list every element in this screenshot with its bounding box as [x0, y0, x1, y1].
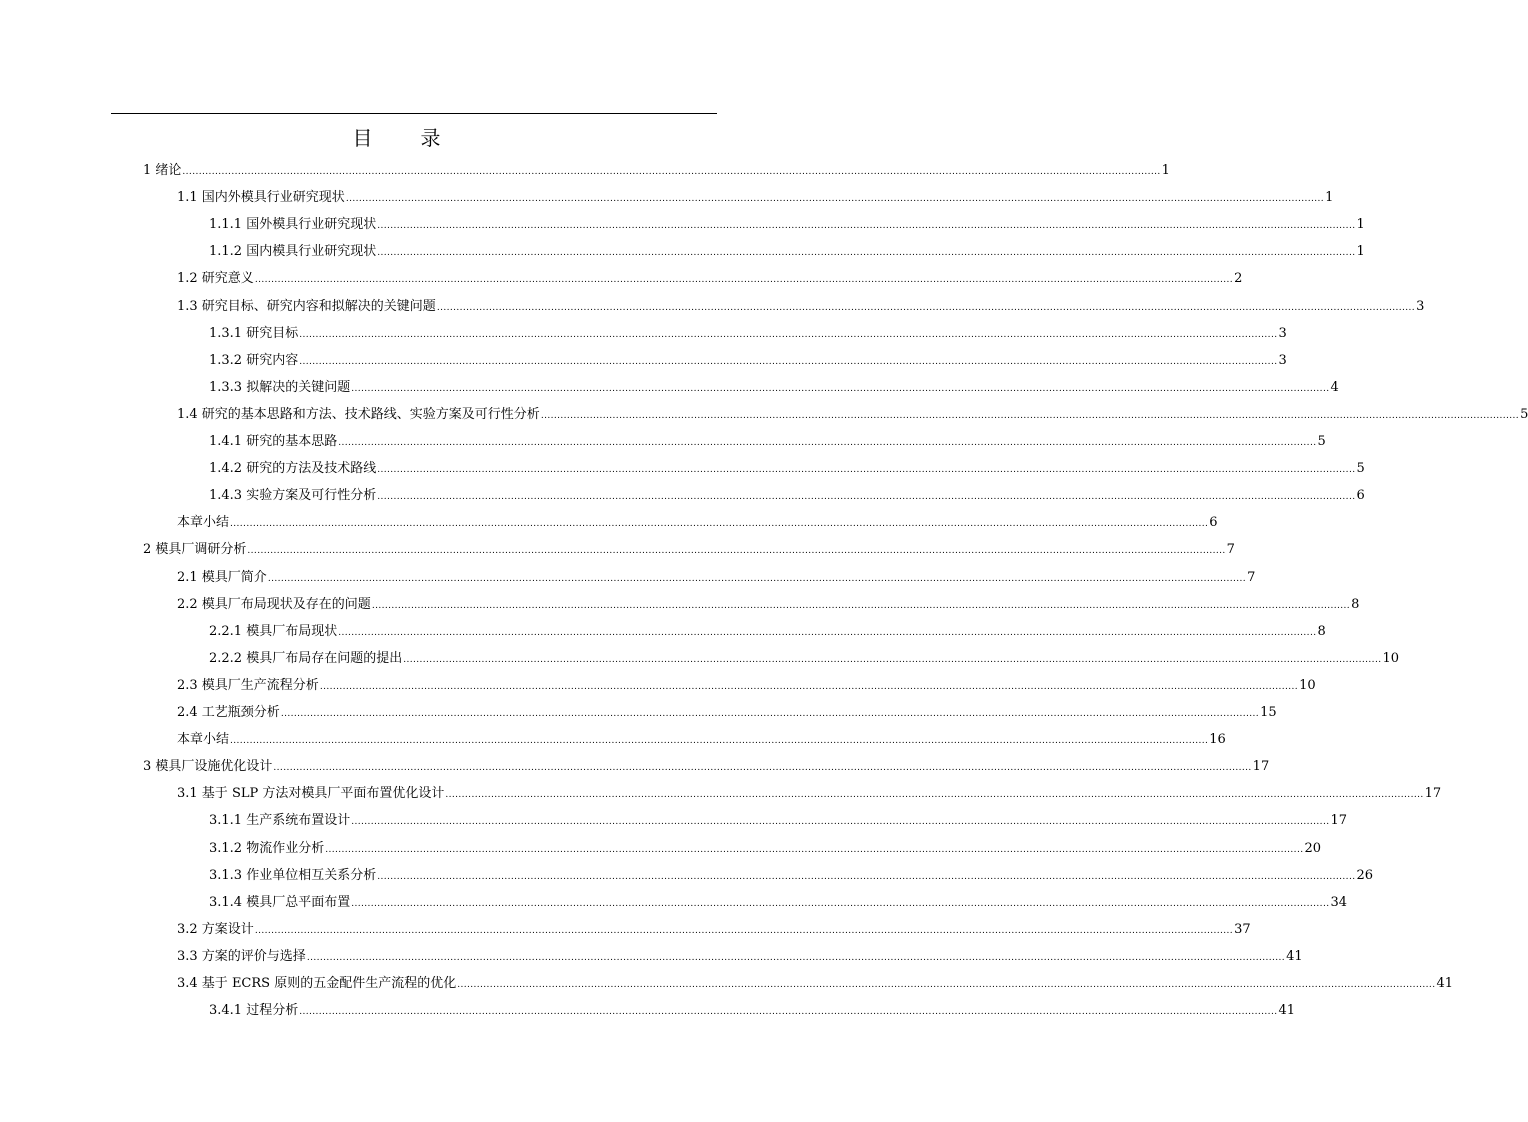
toc-entry-title: 1.4.3 实验方案及可行性分析 — [209, 488, 377, 504]
toc-dot-leader: ............................................................................................................................................................................................................................................................................................................ — [377, 492, 1356, 503]
toc-entry-title: 1.4.2 研究的方法及技术路线 — [209, 461, 377, 477]
toc-entry — [209, 621, 1326, 643]
toc-entry — [209, 214, 1365, 236]
toc-dot-leader: ............................................................................................................................................................................................................................................................................................................ — [338, 627, 1317, 638]
toc-entry-title: 3.3 方案的评价与选择 — [177, 948, 306, 964]
toc-page-number: 7 — [1226, 542, 1235, 558]
toc-page-number: 16 — [1209, 732, 1226, 748]
toc-entry-title: 1.2 研究意义 — [177, 271, 254, 287]
toc-entry-title: 本章小结 — [177, 732, 230, 748]
toc-entry — [177, 187, 1334, 209]
toc-dot-leader: ............................................................................................................................................................................................................................................................................................................ — [351, 817, 1330, 828]
toc-page-number: 6 — [1356, 488, 1365, 504]
toc-entry-title: 3.2 方案设计 — [177, 921, 254, 937]
toc-dot-leader: ............................................................................................................................................................................................................................................................................................................ — [280, 709, 1260, 719]
toc-entry-title: 2.1 模具厂简介 — [177, 569, 267, 585]
toc-entry-title: 1.3.2 研究内容 — [209, 352, 299, 368]
toc-dot-leader: ............................................................................................................................................................................................................................................................................................................ — [345, 194, 1325, 205]
toc-dot-leader: ............................................................................................................................................................................................................................................................................................................ — [182, 167, 1161, 177]
toc-entry — [209, 838, 1322, 860]
toc-dot-leader: ............................................................................................................................................................................................................................................................................................................ — [377, 248, 1356, 259]
toc-entry — [209, 865, 1374, 887]
toc-entry-title: 3 模具厂设施优化设计 — [143, 759, 273, 775]
toc-entry — [209, 648, 1400, 670]
toc-dot-leader: ............................................................................................................................................................................................................................................................................................................ — [299, 329, 1278, 340]
page-title: 目 录 — [352, 126, 455, 150]
toc-page-number: 17 — [1330, 813, 1348, 829]
toc-entry-title: 2.3 模具厂生产流程分析 — [177, 677, 319, 693]
toc-page-number: 8 — [1351, 596, 1360, 612]
toc-entry — [209, 241, 1365, 263]
toc-page-number: 8 — [1317, 623, 1326, 639]
toc-dot-leader: ............................................................................................................................................................................................................................................................................................................ — [254, 925, 1234, 936]
toc-entry — [177, 594, 1360, 616]
toc-entry — [209, 810, 1348, 832]
toc-dot-leader: ............................................................................................................................................................................................................................................................................................................ — [299, 1007, 1278, 1018]
toc-page-number: 3 — [1416, 298, 1425, 314]
toc-entry — [177, 783, 1442, 805]
toc-dot-leader: ............................................................................................................................................................................................................................................................................................................ — [445, 790, 1424, 801]
toc-page-number: 41 — [1286, 948, 1303, 964]
toc-page-number: 7 — [1247, 569, 1256, 585]
toc-entry — [209, 323, 1287, 345]
toc-entry-title: 1.1.2 国内模具行业研究现状 — [209, 244, 377, 260]
toc-page-number: 10 — [1299, 677, 1316, 693]
toc-entry-title: 3.4 基于 ECRS 原则的五金配件生产流程的优化 — [177, 976, 457, 991]
toc-entry-title: 2 模具厂调研分析 — [143, 542, 247, 558]
toc-entry-title: 2.2.1 模具厂布局现状 — [209, 623, 338, 639]
toc-page-number: 1 — [1161, 163, 1170, 178]
toc-entry-title: 3.1.3 作业单位相互关系分析 — [209, 867, 377, 883]
toc-page-number: 2 — [1234, 271, 1243, 287]
toc-dot-leader: ............................................................................................................................................................................................................................................................................................................ — [377, 221, 1356, 232]
toc-entry — [209, 350, 1287, 372]
toc-dot-leader: ............................................................................................................................................................................................................................................................................................................ — [267, 573, 1247, 584]
toc-page-number: 26 — [1356, 867, 1374, 883]
toc-entry — [177, 729, 1226, 751]
toc-entry — [177, 404, 1528, 426]
toc-entry — [209, 485, 1365, 507]
toc-entry-title: 2.4 工艺瓶颈分析 — [177, 705, 280, 720]
toc-entry — [143, 756, 1270, 778]
toc-page-number: 1 — [1356, 244, 1365, 260]
toc-page-number: 1 — [1325, 190, 1334, 206]
toc-page-number: 10 — [1382, 650, 1400, 666]
toc-entry-title: 1.3.3 拟解决的关键问题 — [209, 379, 351, 395]
toc-dot-leader: ............................................................................................................................................................................................................................................................................................................ — [325, 844, 1304, 855]
toc-entry — [209, 458, 1365, 480]
toc-page-number: 17 — [1252, 759, 1270, 775]
toc-entry-title: 1.3 研究目标、研究内容和拟解决的关键问题 — [177, 298, 436, 314]
toc-entry-title: 3.4.1 过程分析 — [209, 1003, 299, 1019]
toc-dot-leader: ............................................................................................................................................................................................................................................................................................................ — [403, 654, 1382, 665]
toc-entry — [177, 973, 1454, 995]
toc-entry — [209, 892, 1348, 914]
toc-entry-title: 1.1 国内外模具行业研究现状 — [177, 190, 345, 206]
toc-entry — [177, 946, 1303, 968]
toc-entry — [177, 268, 1243, 290]
toc-dot-leader: ............................................................................................................................................................................................................................................................................................................ — [377, 465, 1356, 476]
toc-dot-leader: ............................................................................................................................................................................................................................................................................................................ — [540, 410, 1520, 421]
toc-entry-title: 3.1.2 物流作业分析 — [209, 840, 325, 856]
toc-entry-title: 本章小结 — [177, 515, 230, 531]
toc-entry — [177, 702, 1277, 724]
toc-dot-leader: ............................................................................................................................................................................................................................................................................................................ — [254, 275, 1234, 286]
toc-entry — [177, 512, 1218, 534]
toc-dot-leader: ............................................................................................................................................................................................................................................................................................................ — [436, 302, 1416, 313]
toc-entry — [209, 431, 1326, 453]
toc-dot-leader: ............................................................................................................................................................................................................................................................................................................ — [273, 763, 1252, 774]
toc-dot-leader: ............................................................................................................................................................................................................................................................................................................ — [306, 952, 1286, 963]
toc-page-number: 15 — [1260, 705, 1277, 720]
toc-entry — [177, 296, 1425, 318]
toc-dot-leader: ............................................................................................................................................................................................................................................................................................................ — [338, 438, 1317, 448]
toc-entry-title: 1.4.1 研究的基本思路 — [209, 434, 338, 449]
toc-page-number: 5 — [1317, 434, 1326, 449]
toc-entry-title: 3.1.1 生产系统布置设计 — [209, 813, 351, 829]
toc-page-number: 3 — [1278, 352, 1287, 368]
toc-dot-leader: ............................................................................................................................................................................................................................................................................................................ — [377, 871, 1356, 882]
toc-entry-title: 3.1 基于 SLP 方法对模具厂平面布置优化设计 — [177, 786, 445, 802]
toc-page-number: 34 — [1330, 894, 1348, 910]
toc-page-number: 37 — [1234, 921, 1251, 937]
toc-entry — [143, 160, 1170, 182]
toc-page-number: 1 — [1356, 217, 1365, 233]
toc-entry — [209, 1000, 1296, 1022]
toc-page-number: 4 — [1330, 379, 1339, 395]
toc-page-number: 5 — [1520, 406, 1528, 422]
toc-entry — [177, 675, 1316, 697]
toc-dot-leader: ............................................................................................................................................................................................................................................................................................................ — [457, 980, 1436, 990]
toc-entry-title: 1.4 研究的基本思路和方法、技术路线、实验方案及可行性分析 — [177, 406, 540, 422]
toc-entry-title: 2.2.2 模具厂布局存在问题的提出 — [209, 650, 403, 666]
toc-page-number: 41 — [1278, 1003, 1296, 1019]
toc-entry-title: 3.1.4 模具厂总平面布置 — [209, 894, 351, 910]
header-rule — [111, 113, 717, 114]
toc-dot-leader: ............................................................................................................................................................................................................................................................................................................ — [319, 681, 1299, 692]
toc-page-number: 3 — [1278, 325, 1287, 341]
toc-dot-leader: ............................................................................................................................................................................................................................................................................................................ — [299, 356, 1278, 367]
toc-page-number: 17 — [1424, 786, 1442, 802]
toc-dot-leader: ............................................................................................................................................................................................................................................................................................................ — [247, 546, 1226, 557]
toc-dot-leader: ............................................................................................................................................................................................................................................................................................................ — [230, 519, 1209, 530]
toc-entry — [209, 377, 1339, 399]
toc-dot-leader: ............................................................................................................................................................................................................................................................................................................ — [351, 898, 1330, 909]
toc-entry — [143, 539, 1235, 561]
toc-entry-title: 1.3.1 研究目标 — [209, 325, 299, 341]
toc-page-number: 5 — [1356, 461, 1365, 477]
toc-page-number: 20 — [1304, 840, 1322, 856]
toc-entry-title: 2.2 模具厂布局现状及存在的问题 — [177, 596, 371, 612]
toc-dot-leader: ............................................................................................................................................................................................................................................................................................................ — [230, 736, 1209, 747]
toc-dot-leader: ............................................................................................................................................................................................................................................................................................................ — [351, 383, 1330, 394]
toc-entry-title: 1.1.1 国外模具行业研究现状 — [209, 217, 377, 233]
toc-page-number: 41 — [1436, 976, 1454, 991]
toc-dot-leader: ............................................................................................................................................................................................................................................................................................................ — [371, 600, 1351, 611]
toc-page-number: 6 — [1209, 515, 1218, 531]
toc-entry-title: 1 绪论 — [143, 163, 182, 178]
toc-entry — [177, 567, 1256, 589]
toc-entry — [177, 919, 1251, 941]
